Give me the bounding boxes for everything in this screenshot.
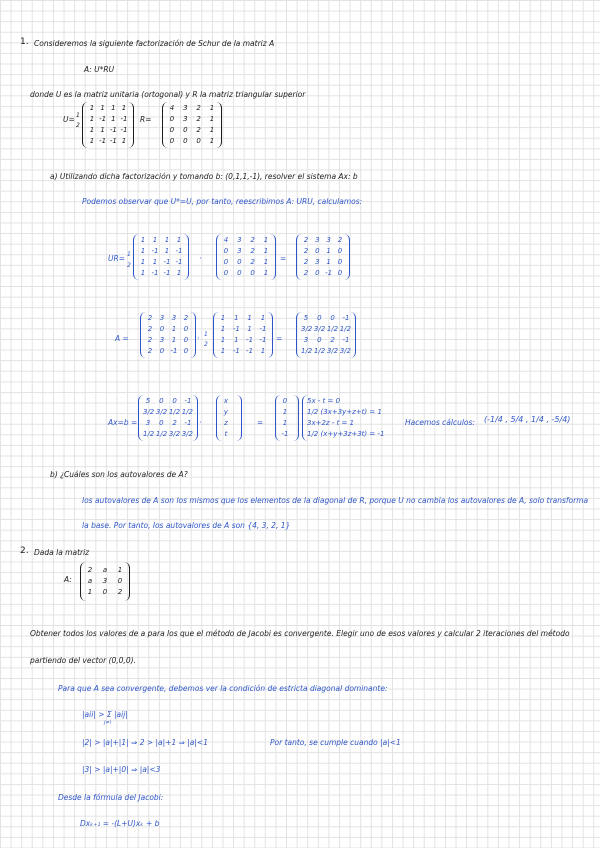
r-matrix-cell: 1 bbox=[209, 104, 215, 112]
a-calc-matrix-1-cell: 1 bbox=[171, 325, 177, 333]
u-matrix-row bbox=[87, 103, 129, 114]
a-calc-matrix-2-cell: 1 bbox=[234, 336, 239, 344]
ur-u-matrix-row bbox=[138, 246, 184, 257]
a-calc-matrix-2-cell: 1 bbox=[247, 325, 252, 333]
system-matrix-cell: 0 bbox=[159, 419, 164, 427]
b-vector-row bbox=[280, 429, 294, 440]
r-matrix-cell: 3 bbox=[183, 115, 188, 123]
x-vector-cell: x bbox=[223, 397, 229, 405]
a-calc-equals: = bbox=[276, 334, 283, 343]
u-matrix-cell: 1 bbox=[89, 104, 95, 112]
ur-result-matrix-cell: 2 bbox=[337, 236, 343, 244]
ur-result-matrix-row bbox=[301, 268, 345, 279]
system-matrix-cell: 1/2 bbox=[168, 408, 181, 416]
r-matrix-cell: 4 bbox=[169, 104, 175, 112]
r-matrix-row bbox=[167, 136, 217, 147]
system-matrix-cell: 3/2 bbox=[181, 430, 193, 438]
a-calc-result-matrix-cell: 1/2 bbox=[301, 347, 313, 355]
system-matrix-cell: 2 bbox=[172, 419, 177, 427]
ur-fraction-den: 2 bbox=[127, 262, 131, 269]
a-calc-result-matrix-row bbox=[301, 313, 351, 324]
a-calc-result-matrix-row bbox=[301, 324, 351, 335]
system-equation-row bbox=[307, 429, 389, 440]
ur-r-matrix-cell: 1 bbox=[263, 269, 269, 277]
ur-result-matrix-row bbox=[301, 235, 345, 246]
a-calc-dot: · bbox=[197, 334, 200, 343]
a-calc-matrix-2-cell: 1 bbox=[260, 347, 266, 355]
u-matrix-cell: -1 bbox=[120, 115, 128, 123]
ur-r-matrix-row bbox=[221, 246, 271, 257]
ur-u-matrix bbox=[133, 234, 189, 280]
system-matrix-row bbox=[143, 396, 193, 407]
a-calc-matrix-2-row bbox=[218, 313, 268, 324]
ur-result-matrix-row bbox=[301, 257, 345, 268]
r-matrix-row bbox=[167, 103, 217, 114]
ur-result-matrix-cell: 2 bbox=[303, 236, 309, 244]
p2-a-matrix-cell: a bbox=[87, 577, 93, 585]
system-matrix-cell: 3 bbox=[145, 419, 151, 427]
system-matrix-cell: -1 bbox=[184, 397, 192, 405]
ur-u-matrix-cell: 1 bbox=[176, 236, 182, 244]
system-matrix-row bbox=[143, 407, 193, 418]
ur-result-matrix-row bbox=[301, 246, 345, 257]
b-vector-row bbox=[280, 418, 294, 429]
ur-dot: · bbox=[199, 254, 202, 263]
ur-u-matrix-cell: 1 bbox=[140, 236, 146, 244]
ur-u-matrix-cell: 1 bbox=[164, 247, 170, 255]
u-matrix-cell: 1 bbox=[111, 115, 116, 123]
ur-result-matrix-cell: 0 bbox=[315, 269, 320, 277]
part-b-label: b) ¿Cuáles son los autovalores de A? bbox=[50, 470, 188, 479]
system-equation-row bbox=[307, 396, 389, 407]
ur-result-matrix-cell: 2 bbox=[303, 247, 309, 255]
u-matrix-cell: 1 bbox=[100, 104, 105, 112]
ur-u-matrix-cell: 1 bbox=[140, 258, 146, 266]
x-vector-row bbox=[221, 429, 237, 440]
x-vector-cell: y bbox=[223, 408, 229, 416]
ur-u-matrix-cell: 1 bbox=[140, 247, 146, 255]
a-calc-matrix-2-cell: -1 bbox=[232, 325, 240, 333]
ur-r-matrix-cell: 2 bbox=[250, 258, 255, 266]
b-vector-row bbox=[280, 396, 294, 407]
a-calc-matrix-1-cell: -1 bbox=[170, 347, 178, 355]
u-matrix-cell: -1 bbox=[109, 126, 117, 134]
ur-result-matrix-cell: 0 bbox=[337, 247, 343, 255]
system-equation-cell: 1/2 (3x+3y+z+t) = 1 bbox=[307, 408, 382, 416]
a-calc-matrix-2-cell: -1 bbox=[259, 325, 267, 333]
system-equation-cell: 3x+2z - t = 1 bbox=[307, 419, 355, 427]
x-vector-cell: t bbox=[224, 430, 228, 438]
ur-u-matrix-cell: 1 bbox=[140, 269, 146, 277]
a-calc-matrix-1-cell: 2 bbox=[147, 314, 153, 322]
system-matrix-cell: 3/2 bbox=[168, 430, 181, 438]
system-matrix-cell: 3/2 bbox=[143, 408, 155, 416]
a-calc-result-matrix-cell: 1/2 bbox=[326, 325, 339, 333]
system-equation-cell: 1/2 (x+y+3z+3t) = -1 bbox=[307, 430, 385, 438]
ur-u-matrix-cell: 1 bbox=[152, 258, 158, 266]
ur-u-matrix-cell: -1 bbox=[163, 258, 171, 266]
p2-a-matrix bbox=[80, 562, 130, 601]
a-calc-fraction-den: 2 bbox=[204, 341, 208, 348]
u-label: U= bbox=[63, 115, 75, 124]
solution-vector: (-1/4 , 5/4 , 1/4 , -5/4) bbox=[484, 415, 571, 424]
part-b-answer-line-1: los autovalores de A son los mismos que los elementos de la diagonal de R, porque U no cambia los autovalores de A, solo transforma bbox=[82, 496, 589, 505]
p2-a-matrix-row bbox=[85, 587, 125, 598]
ur-result-matrix-cell: 3 bbox=[326, 236, 331, 244]
a-calc-result-matrix-cell: 3/2 bbox=[326, 347, 339, 355]
r-matrix-cell: 1 bbox=[209, 137, 215, 145]
p2-a-label: A: bbox=[64, 575, 72, 584]
p2-a-matrix-row bbox=[85, 565, 125, 576]
p2-a-matrix-cell: 2 bbox=[87, 566, 93, 574]
a-calc-matrix-1-cell: 0 bbox=[183, 336, 189, 344]
a-calc-matrix-1-cell: 2 bbox=[147, 325, 153, 333]
a-calc-result-matrix-cell: -1 bbox=[342, 314, 350, 322]
u-matrix-cell: 1 bbox=[89, 115, 95, 123]
ur-r-matrix-cell: 0 bbox=[223, 269, 229, 277]
ur-result-matrix-cell: 2 bbox=[303, 269, 309, 277]
system-matrix-cell: 1/2 bbox=[143, 430, 155, 438]
a-calc-matrix-1-row bbox=[145, 335, 191, 346]
r-label: R= bbox=[140, 115, 152, 124]
a-calc-matrix-2-cell: 1 bbox=[234, 314, 239, 322]
u-matrix-cell: -1 bbox=[120, 126, 128, 134]
inequality-row-1: |2| > |a|+|1| ⇒ 2 > |a|+1 ⇒ |a|<1 bbox=[82, 738, 208, 747]
hacemos-calculos: Hacemos cálculos: bbox=[405, 418, 475, 427]
p2-a-matrix-cell: 0 bbox=[117, 577, 123, 585]
a-calc-matrix-1-cell: 2 bbox=[183, 314, 189, 322]
x-vector-row bbox=[221, 418, 237, 429]
r-matrix-cell: 2 bbox=[196, 115, 201, 123]
a-calc-matrix-2-cell: -1 bbox=[232, 347, 240, 355]
a-calc-result-matrix-cell: 5 bbox=[303, 314, 309, 322]
ur-result-matrix bbox=[296, 234, 350, 280]
a-calc-matrix-1-cell: 2 bbox=[147, 347, 153, 355]
system-matrix-cell: 5 bbox=[145, 397, 151, 405]
ur-r-matrix-cell: 2 bbox=[250, 247, 255, 255]
a-calc-matrix-1-cell: 0 bbox=[183, 347, 189, 355]
ur-result-matrix-cell: 0 bbox=[337, 269, 343, 277]
r-matrix-cell: 3 bbox=[183, 104, 188, 112]
b-vector-cell: -1 bbox=[281, 430, 289, 438]
ur-r-matrix-row bbox=[221, 257, 271, 268]
a-calc-matrix-1-cell: 2 bbox=[147, 336, 153, 344]
r-matrix-cell: 0 bbox=[183, 126, 188, 134]
a-calc-result-matrix-cell: 0 bbox=[317, 336, 322, 344]
system-equation-row bbox=[307, 407, 389, 418]
a-calc-matrix-2-cell: 1 bbox=[220, 347, 226, 355]
x-vector-row bbox=[221, 396, 237, 407]
ur-r-matrix-cell: 1 bbox=[263, 247, 269, 255]
ur-label: UR= bbox=[108, 254, 125, 263]
u-matrix-cell: 1 bbox=[89, 126, 95, 134]
r-matrix-cell: 1 bbox=[209, 115, 215, 123]
system-matrix-row bbox=[143, 429, 193, 440]
u-matrix-cell: 1 bbox=[89, 137, 95, 145]
ur-result-matrix-cell: 3 bbox=[315, 236, 320, 244]
u-matrix-row bbox=[87, 125, 129, 136]
a-calc-matrix-2-cell: 1 bbox=[247, 314, 252, 322]
jacobi-formula: Dxₖ₊₁ = -(L+U)xₖ + b bbox=[80, 819, 160, 828]
ur-u-matrix-cell: -1 bbox=[175, 247, 183, 255]
u-matrix-cell: 1 bbox=[111, 104, 116, 112]
ur-r-matrix-cell: 0 bbox=[223, 258, 229, 266]
p2-answer-intro: Para que A sea convergente, debemos ver la condición de estricta diagonal dominante: bbox=[58, 684, 388, 693]
r-matrix-cell: 0 bbox=[196, 137, 201, 145]
a-calc-result-matrix bbox=[296, 312, 356, 358]
part-a-label: a) Utilizando dicha factorización y tomando b: (0,1,1,-1), resolver el sistema Ax: b bbox=[50, 172, 358, 181]
system-matrix-cell: 3/2 bbox=[155, 408, 168, 416]
p2-task-line-1: Obtener todos los valores de a para los que el método de Jacobi es convergente. Elegir uno de esos valores y calcular 2 iteraciones del método bbox=[30, 629, 570, 638]
x-vector bbox=[216, 395, 242, 441]
u-fraction-den: 2 bbox=[76, 122, 80, 129]
part-b-answer-line-2: la base. Por tanto, los autovalores de A son {4, 3, 2, 1} bbox=[82, 521, 291, 530]
system-matrix-cell: 0 bbox=[159, 397, 164, 405]
a-calc-result-matrix-cell: 1/2 bbox=[339, 325, 351, 333]
ur-result-matrix-cell: 3 bbox=[315, 258, 320, 266]
a-calc-matrix-1-cell: 1 bbox=[171, 336, 177, 344]
ur-result-matrix-cell: 1 bbox=[326, 258, 331, 266]
a-calc-matrix-1-cell: 0 bbox=[183, 325, 189, 333]
a-calc-result-matrix-cell: 3 bbox=[303, 336, 309, 344]
ur-r-matrix-row bbox=[221, 268, 271, 279]
ur-u-matrix-cell: -1 bbox=[175, 258, 183, 266]
a-calc-matrix-1-cell: 0 bbox=[159, 347, 165, 355]
x-vector-row bbox=[221, 407, 237, 418]
p2-a-matrix-cell: 3 bbox=[102, 577, 108, 585]
ur-r-matrix-cell: 2 bbox=[250, 236, 255, 244]
dominance-condition-sub: j≠i bbox=[104, 720, 111, 726]
system-equation-cell: 5x - t = 0 bbox=[307, 397, 341, 405]
b-vector-cell: 1 bbox=[282, 408, 288, 416]
x-vector-cell: z bbox=[224, 419, 228, 427]
dominance-condition: |aii| > Σ |aij| bbox=[82, 710, 128, 719]
problem-2-number: 2. bbox=[20, 546, 29, 556]
r-matrix-cell: 0 bbox=[169, 115, 175, 123]
a-calc-result-matrix-cell: 3/2 bbox=[339, 347, 351, 355]
a-calc-matrix-2-row bbox=[218, 335, 268, 346]
ur-r-matrix-cell: 3 bbox=[237, 247, 242, 255]
ur-u-matrix-row bbox=[138, 257, 184, 268]
ur-result-matrix-cell: 0 bbox=[337, 258, 343, 266]
u-matrix-cell: -1 bbox=[99, 137, 107, 145]
schur-equation: A: U*RU bbox=[84, 65, 115, 74]
ur-r-matrix-cell: 0 bbox=[223, 247, 229, 255]
ur-u-matrix-cell: -1 bbox=[163, 269, 171, 277]
ur-r-matrix-cell: 0 bbox=[250, 269, 255, 277]
system-equations bbox=[302, 395, 393, 441]
a-calc-matrix-1-cell: 3 bbox=[159, 336, 165, 344]
u-fraction-num: 1 bbox=[76, 112, 80, 119]
problem-2-intro: Dada la matriz bbox=[34, 548, 90, 557]
r-matrix-cell: 1 bbox=[209, 126, 215, 134]
u-matrix-cell: 1 bbox=[121, 104, 127, 112]
a-calc-result-matrix-row bbox=[301, 346, 351, 357]
a-calc-label: A = bbox=[115, 334, 129, 343]
a-calc-matrix-2-cell: 1 bbox=[220, 325, 226, 333]
ur-result-matrix-cell: 0 bbox=[315, 247, 320, 255]
a-calc-fraction-num: 1 bbox=[204, 331, 208, 338]
p2-a-matrix-cell: a bbox=[102, 566, 108, 574]
a-calc-result-matrix-row bbox=[301, 335, 351, 346]
ur-u-matrix-row bbox=[138, 268, 184, 279]
system-matrix bbox=[138, 395, 198, 441]
a-calc-matrix-2-cell: 1 bbox=[220, 314, 226, 322]
ur-result-matrix-cell: -1 bbox=[325, 269, 333, 277]
system-matrix-cell: 1/2 bbox=[181, 408, 193, 416]
part-a-observation: Podemos observar que U*=U, por tanto, reescribimos A: URU, calculamos: bbox=[82, 197, 363, 206]
system-matrix-cell: 0 bbox=[172, 397, 177, 405]
a-calc-matrix-2-cell: -1 bbox=[246, 347, 254, 355]
a-calc-matrix-1-cell: 0 bbox=[159, 325, 165, 333]
r-matrix-cell: 2 bbox=[196, 126, 201, 134]
unitary-description: donde U es la matriz unitaria (ortogonal) y R la matriz triangular superior bbox=[30, 90, 306, 99]
b-vector bbox=[275, 395, 299, 441]
a-calc-matrix-1-row bbox=[145, 313, 191, 324]
p2-a-matrix-cell: 2 bbox=[117, 588, 123, 596]
a-calc-result-matrix-cell: 2 bbox=[330, 336, 335, 344]
system-equation-row bbox=[307, 418, 389, 429]
ur-r-matrix-row bbox=[221, 235, 271, 246]
ur-u-matrix-cell: 1 bbox=[176, 269, 182, 277]
u-matrix-row bbox=[87, 136, 129, 147]
problem-1-number: 1. bbox=[20, 37, 29, 47]
a-calc-matrix-2-cell: 1 bbox=[260, 314, 266, 322]
b-vector-row bbox=[280, 407, 294, 418]
inequality-row-2: |3| > |a|+|0| ⇒ |a|<3 bbox=[82, 765, 161, 774]
system-equals: = bbox=[257, 418, 264, 427]
u-matrix-row bbox=[87, 114, 129, 125]
a-calc-matrix-2-cell: -1 bbox=[246, 336, 254, 344]
a-calc-matrix-2-row bbox=[218, 324, 268, 335]
system-label: Ax=b = bbox=[108, 418, 138, 427]
r-matrix-cell: 0 bbox=[169, 126, 175, 134]
ur-r-matrix-cell: 1 bbox=[263, 258, 269, 266]
r-matrix bbox=[162, 102, 222, 148]
a-calc-matrix-1-row bbox=[145, 346, 191, 357]
ur-fraction-num: 1 bbox=[127, 251, 131, 258]
a-calc-result-matrix-cell: 3/2 bbox=[313, 325, 326, 333]
u-matrix-cell: -1 bbox=[109, 137, 117, 145]
r-matrix-row bbox=[167, 125, 217, 136]
conclusion: Por tanto, se cumple cuando |a|<1 bbox=[270, 738, 401, 747]
ur-r-matrix-cell: 4 bbox=[223, 236, 229, 244]
u-matrix-cell: 1 bbox=[100, 126, 105, 134]
a-calc-result-matrix-cell: -1 bbox=[342, 336, 350, 344]
a-calc-result-matrix-cell: 3/2 bbox=[301, 325, 313, 333]
a-calc-matrix-2 bbox=[213, 312, 273, 358]
b-vector-cell: 0 bbox=[282, 397, 288, 405]
system-dot: · bbox=[199, 418, 202, 427]
jacobi-intro: Desde la fórmula del Jacobi: bbox=[58, 793, 164, 802]
system-matrix-row bbox=[143, 418, 193, 429]
u-matrix bbox=[82, 102, 134, 148]
r-matrix-cell: 2 bbox=[196, 104, 201, 112]
system-matrix-cell: 1/2 bbox=[155, 430, 168, 438]
a-calc-result-matrix-cell: 0 bbox=[330, 314, 335, 322]
a-calc-result-matrix-cell: 0 bbox=[317, 314, 322, 322]
ur-r-matrix-cell: 1 bbox=[263, 236, 269, 244]
ur-r-matrix-cell: 0 bbox=[237, 269, 242, 277]
ur-result-matrix-cell: 2 bbox=[303, 258, 309, 266]
a-calc-matrix-2-cell: 1 bbox=[220, 336, 226, 344]
ur-u-matrix-cell: 1 bbox=[164, 236, 170, 244]
p2-a-matrix-cell: 0 bbox=[102, 588, 108, 596]
a-calc-matrix-2-cell: -1 bbox=[259, 336, 267, 344]
r-matrix-row bbox=[167, 114, 217, 125]
ur-r-matrix bbox=[216, 234, 276, 280]
u-matrix-cell: -1 bbox=[99, 115, 107, 123]
a-calc-matrix-2-row bbox=[218, 346, 268, 357]
b-vector-cell: 1 bbox=[282, 419, 288, 427]
a-calc-matrix-1-cell: 3 bbox=[159, 314, 165, 322]
a-calc-matrix-1 bbox=[140, 312, 196, 358]
ur-u-matrix-cell: -1 bbox=[151, 269, 159, 277]
problem-1-intro: Consideremos la siguiente factorización de Schur de la matriz A bbox=[34, 39, 275, 48]
p2-a-matrix-row bbox=[85, 576, 125, 587]
ur-u-matrix-cell: -1 bbox=[151, 247, 159, 255]
ur-equals: = bbox=[280, 254, 287, 263]
a-calc-matrix-1-cell: 3 bbox=[171, 314, 177, 322]
ur-r-matrix-cell: 0 bbox=[237, 258, 242, 266]
ur-u-matrix-row bbox=[138, 235, 184, 246]
p2-task-line-2: partiendo del vector (0,0,0). bbox=[30, 656, 136, 665]
p2-a-matrix-cell: 1 bbox=[117, 566, 123, 574]
u-matrix-cell: 1 bbox=[121, 137, 127, 145]
ur-r-matrix-cell: 3 bbox=[237, 236, 242, 244]
r-matrix-cell: 0 bbox=[169, 137, 175, 145]
p2-a-matrix-cell: 1 bbox=[87, 588, 93, 596]
system-matrix-cell: -1 bbox=[184, 419, 192, 427]
r-matrix-cell: 0 bbox=[183, 137, 188, 145]
ur-result-matrix-cell: 1 bbox=[326, 247, 331, 255]
a-calc-matrix-1-row bbox=[145, 324, 191, 335]
a-calc-result-matrix-cell: 1/2 bbox=[313, 347, 326, 355]
ur-u-matrix-cell: 1 bbox=[152, 236, 158, 244]
